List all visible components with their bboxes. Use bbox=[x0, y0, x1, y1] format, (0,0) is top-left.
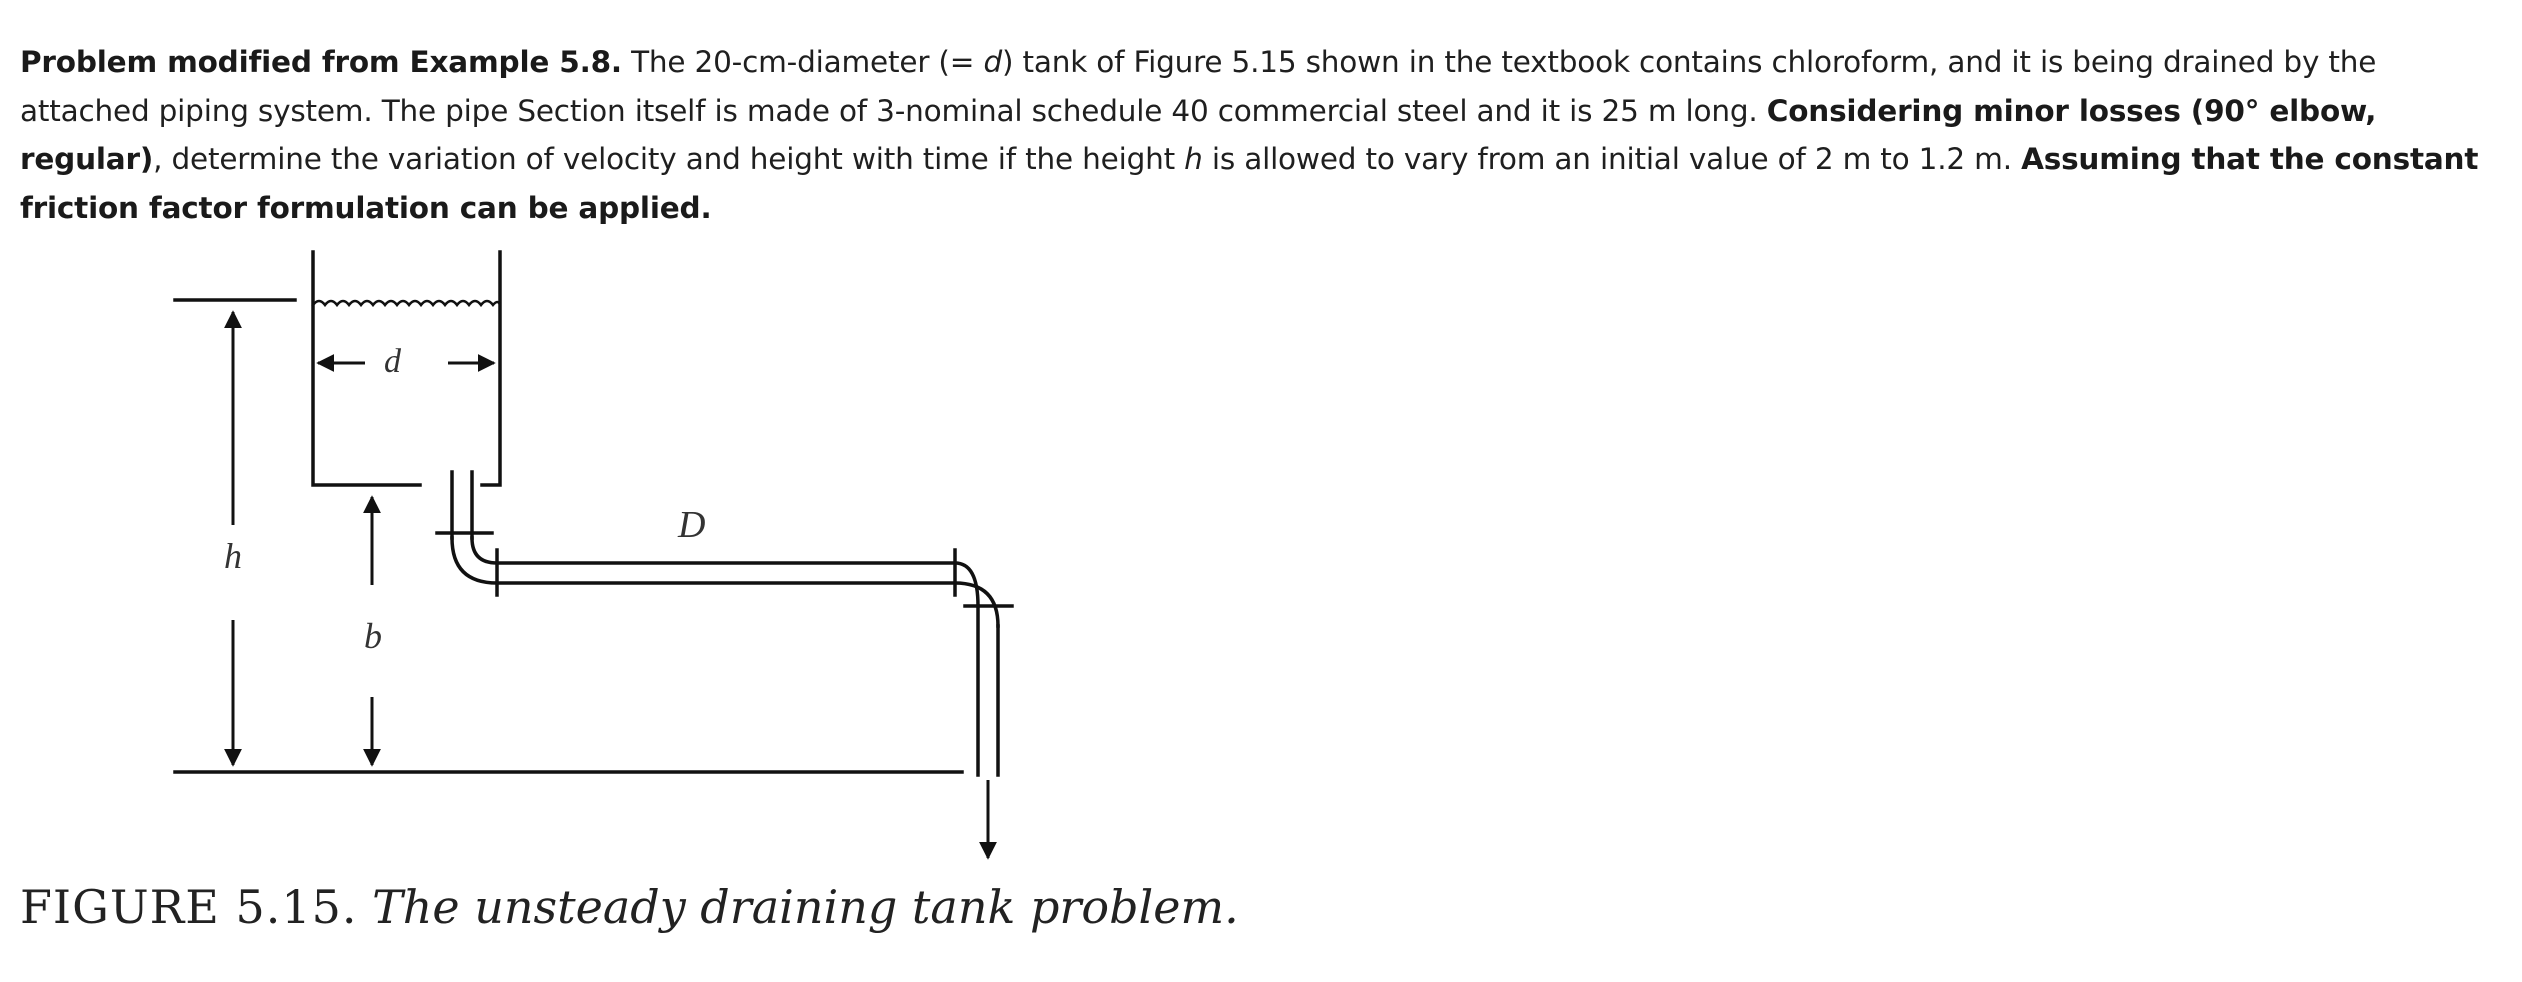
caption-title: FIGURE 5.15. bbox=[20, 880, 358, 934]
tank-wall-right bbox=[482, 252, 500, 485]
caption-text: The unsteady draining tank problem. bbox=[372, 880, 1239, 934]
symbol-h: h bbox=[1184, 142, 1203, 176]
problem-text-2: ) tank of Figure 5.15 shown in the textbook contains chloroform, and it is being drained by the attached piping system. The pipe Section itself is made of 3-nominal schedule 40 commercial steel and it is 25 m long. bbox=[20, 45, 2377, 128]
problem-assumption: Assuming that the constant friction factor formulation can be applied. bbox=[20, 142, 2479, 225]
label-h: h bbox=[224, 536, 242, 576]
tank-wall-left bbox=[313, 252, 420, 485]
label-b: b bbox=[364, 616, 382, 656]
pipe-outer bbox=[452, 538, 998, 626]
label-d: d bbox=[384, 343, 401, 380]
label-D: D bbox=[678, 504, 706, 546]
problem-minor-losses: Considering minor losses (90° elbow, regular) bbox=[20, 93, 2377, 176]
problem-text-3: , determine the variation of velocity and height with time if the height bbox=[153, 142, 1185, 176]
liquid-surface bbox=[313, 301, 500, 305]
symbol-d: d bbox=[983, 45, 1002, 79]
problem-text-1: The 20-cm-diameter (= bbox=[621, 45, 984, 79]
problem-lead: Problem modified from Example 5.8. bbox=[20, 45, 622, 79]
pipe-inner bbox=[472, 538, 978, 606]
problem-text-4: is allowed to vary from an initial value of 2 m to 1.2 m. bbox=[1202, 142, 2022, 176]
figure-caption bbox=[20, 877, 1239, 937]
